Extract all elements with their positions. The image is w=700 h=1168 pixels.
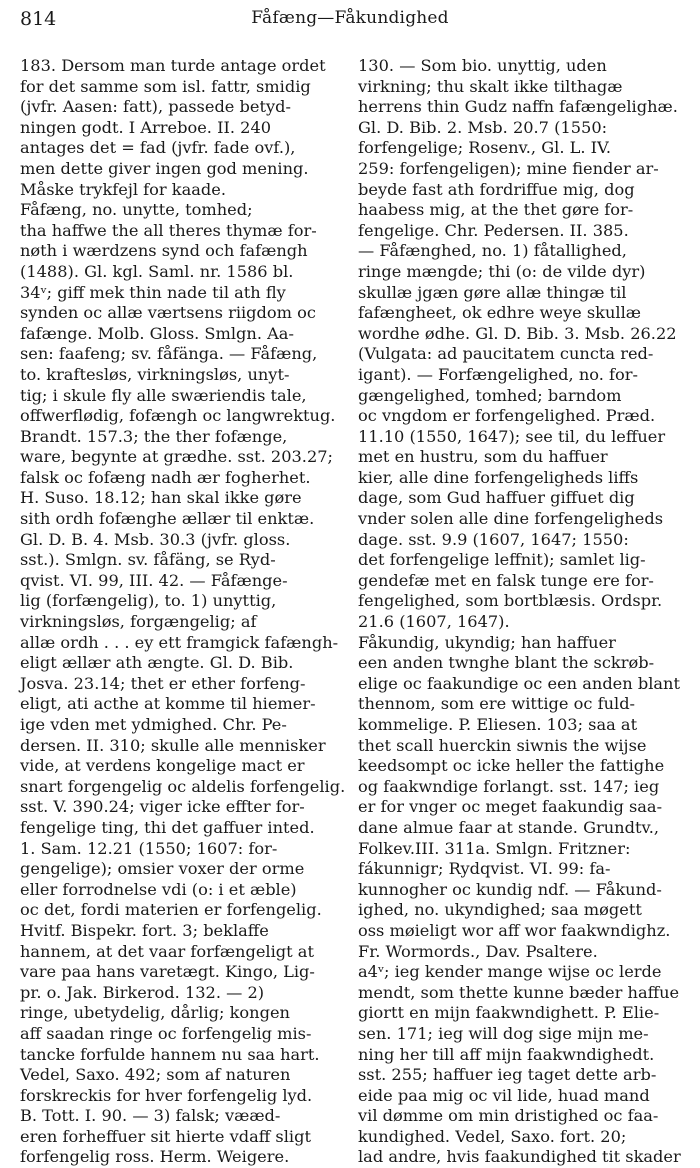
page-header — [0, 0, 700, 40]
right-column — [358, 56, 694, 1168]
page-number: 814 — [20, 8, 57, 30]
left-column-text: 183. Dersom man turde antage ordet for det samme som isl. fattr, smidig (jvfr. Aasen: fatt), passede betyd- ningen godt. I Arreboe. II. 240 antages det = fad (jvfr. fade ovf.), men dette giver ingen god mening. Måske trykfejl for kaade. Fåfæng, no. unytte, tomhed; tha haffwe the all theres thymæ for- nøth i wærdzens synd och fafængh (1488). Gl. kgl. Saml. nr. 1586 bl. 34ᵛ; giff mek thin nade til ath fly synden oc allæ værtsens riigdom oc fafænge. Molb. Gloss. Smlgn. Aa- sen: faafeng; sv. fåfänga. — Fåfæng, to. kraftesløs, virkningsløs, unyt- tig; i skule fly alle swæriendis tale, offwerflødig, fofængh oc langwrektug. Brandt. 157.3; the ther fofænge, ware, begynte at grædhe. sst. 203.27; falsk oc fofæng nadh ær fogherhet. H. Suso. 18.12; han skal ikke gøre sith ordh fofænghe ællær til enktæ. Gl. D. B. 4. Msb. 30.3 (jvfr. gloss. sst.). Smlgn. sv. fåfäng, se Ryd- qvist. VI. 99, III. 42. — Fåfænge- lig (forfængelig), to. 1) unyttig, virkningsløs, forgængelig; af allæ ordh . . . ey ett framgick fafængh- eligt ællær ath ængte. Gl. D. Bib. Josva. 23.14; thet er ether forfeng- eligt, ati acthe at komme til hiemer- ige vden met ydmighed. Chr. Pe- dersen. II. 310; skulle alle mennisker vide, at verdens kongelige mact er snart forgengelig oc aldelis forfengelig. sst. V. 390.24; viger icke effter for- fengelige ting, thi det gaffuer inted. 1. Sam. 12.21 (1550; 1607: for- gengelige); omsier voxer der orme eller forrodnelse vdi (o: i et æble) oc det, fordi materien er forfengelig. Hvitf. Bispekr. fort. 3; beklaffe hannem, at det vaar forfængeligt at vare paa hans varetægt. Kingo, Lig- pr. o. Jak. Birkerod. 132. — 2) ringe, ubetydelig, dårlig; kongen aff saadan ringe oc forfengelig mis- tancke forfulde hannem nu saa hart. Vedel, Saxo. 492; som af naturen forskreckis for hver forfengelig lyd. B. Tott. I. 90. — 3) falsk; vææd- eren forheffuer sit hierte vdaff sligt forfengelig ross. Herm. Weigere. — [20, 56, 346, 1167]
left-column — [20, 56, 357, 1168]
running-head: Fåfæng—Fåkundighed — [251, 8, 449, 28]
right-column-text: 130. — Som bio. unyttig, uden virkning; thu skalt ikke tilthagæ herrens thin Gudz naffn fafængelighæ. Gl. D. Bib. 2. Msb. 20.7 (1550: forfengelige; Rosenv., Gl. L. IV. 259: forfengeligen); mine fiender ar- beyde fast ath fordriffue mig, dog haabess mig, at the thet gøre for- fengelige. Chr. Pedersen. II. 385. — Fåfænghed, no. 1) fåtallighed, ringe mængde; thi (o: de vilde dyr) skullæ jgæn gøre allæ thingæ til fafængheet, ok edhre weye skullæ wordhe ødhe. Gl. D. Bib. 3. Msb. 26.22 (Vulgata: ad paucitatem cuncta red- igant). — Forfængelighed, no. for- gængelighed, tomhed; barndom oc vngdom er forfengelighed. Præd. 11.10 (1550, 1647); see til, du leffuer met en hustru, som du haffuer kier, alle dine forfengeligheds liffs dage, som Gud haffuer giffuet dig vnder solen alle dine forfengeligheds dage. sst. 9.9 (1607, 1647; 1550: det forfengelige leffnit); samlet lig- gendefæ met en falsk tunge ere for- fengelighed, som bortblæsis. Ordspr. 21.6 (1607, 1647). Fåkundig, ukyndig; han haffuer een anden twnghe blant the sckrøb- elige oc faakundige oc een anden blant thennom, som ere wittige oc fuld- kommelige. P. Eliesen. 103; saa at thet scall huerckin siwnis the wijse keedsompt oc icke heller the fattighe og faakwndige forlangt. sst. 147; ieg er for vnger oc meget faakundig saa- dane almue faar at stande. Grundtv., Folkev.III. 311a. Smlgn. Fritzner: fákunnigr; Rydqvist. VI. 99: fa- kunnogher oc kundig ndf. — Fåkund- ighed, no. ukyndighed; saa møgett oss møieligt wor aff wor faakwndighz. Fr. Wormords., Dav. Psaltere. a4ᵛ; ieg kender mange wijse oc lerde mendt, som thette kunne bæder haffue giortt en mijn faakwndighett. P. Elie- sen. 171; ieg will dog sige mijn me- ning her till aff mijn faakwndighedt. sst. 255; haffuer ieg taget dette arb- eide paa mig oc vil lide, huad mand vil dømme om min dristighed oc faa- kundighed. Vedel, Saxo. fort. 20; lad andre, hvis faakundighed tit skader — [358, 56, 681, 1167]
